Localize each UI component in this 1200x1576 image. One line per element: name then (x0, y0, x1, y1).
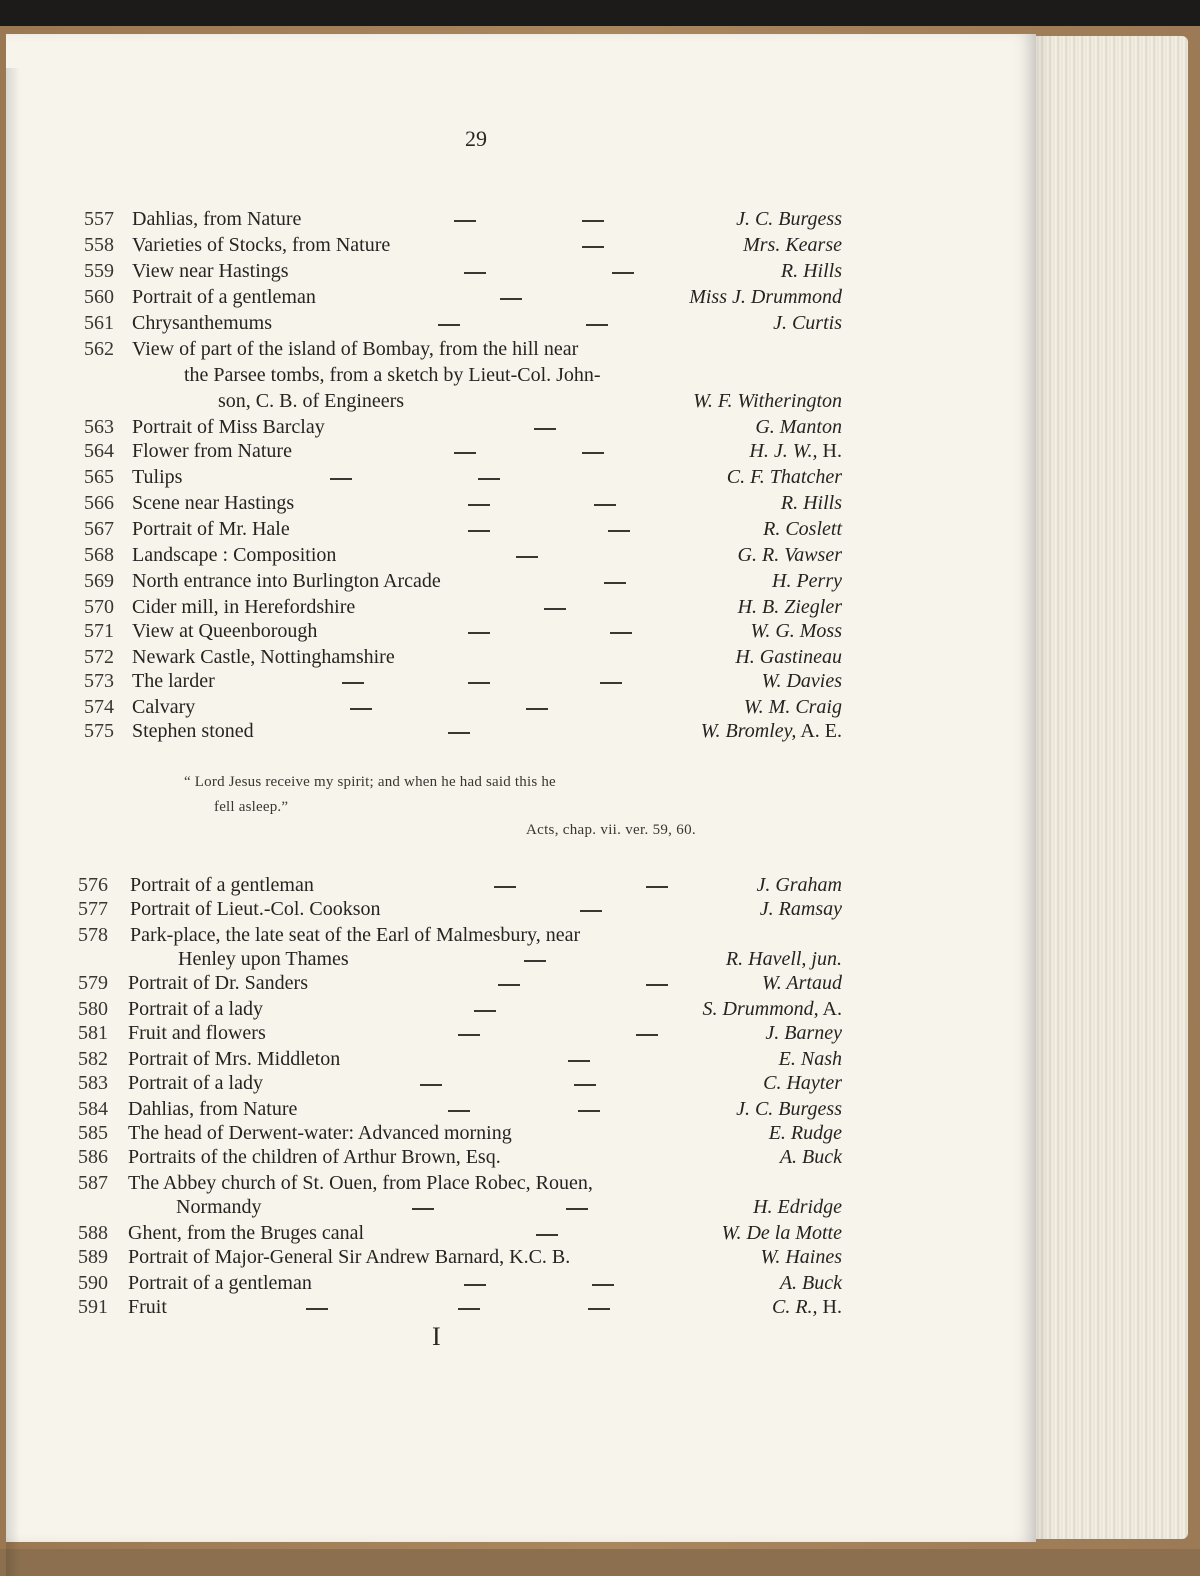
entry-number: 572 (84, 646, 114, 668)
entry-number: 574 (84, 696, 114, 718)
entry-title-continuation: the Parsee tombs, from a sketch by Lieut-Col. John- (184, 364, 601, 386)
leader-dash (498, 984, 520, 986)
entry-title: Cider mill, in Herefordshire (132, 596, 356, 618)
entry-number: 573 (84, 670, 114, 692)
entry-number: 583 (78, 1072, 108, 1094)
entry-title: Portrait of a gentleman (128, 1272, 312, 1294)
entry (6, 1270, 1036, 1296)
entry-number: 563 (84, 416, 114, 438)
entry-title: Fruit (128, 1296, 167, 1318)
leader-dash (458, 1034, 480, 1036)
entry-number: 570 (84, 596, 114, 618)
entry-number: 569 (84, 570, 114, 592)
entry-title: Portrait of Mrs. Middleton (128, 1048, 341, 1070)
entry-title: View of part of the island of Bombay, from the hill near (132, 338, 579, 360)
entry-artist: C. R., H. (771, 1296, 842, 1318)
leader-dash (536, 1234, 558, 1236)
entry (6, 996, 1036, 1022)
entry-artist: C. F. Thatcher (726, 466, 842, 488)
entry-artist: R. Hills (780, 260, 842, 282)
entry-artist: W. F. Witherington (693, 390, 842, 412)
entry-artist: J. Graham (756, 874, 842, 896)
leader-dash (646, 886, 668, 888)
entry-artist: J. Ramsay (759, 898, 842, 920)
leader-dash (458, 1308, 480, 1310)
entry-title: View near Hastings (132, 260, 289, 282)
entry-artist: E. Rudge (768, 1122, 842, 1144)
entry-artist: W. G. Moss (750, 620, 842, 642)
entry-title: Portrait of Major-General Sir Andrew Barnard, K.C. B. (128, 1246, 571, 1268)
entry-title: Newark Castle, Nottinghamshire (132, 646, 395, 668)
page-number: 29 (465, 126, 487, 151)
entry-title: View at Queenborough (132, 620, 318, 642)
entry-artist: J. C. Burgess (736, 1098, 842, 1120)
entry-title-continuation: son, C. B. of Engineers (218, 390, 405, 412)
entry (6, 1020, 1036, 1046)
entry-number: 568 (84, 544, 114, 566)
entry-number: 582 (78, 1048, 108, 1070)
leader-dash (636, 1034, 658, 1036)
entry-artist: G. Manton (755, 416, 842, 438)
entry-title: Portrait of Mr. Hale (132, 518, 290, 540)
leader-dash (412, 1208, 434, 1210)
entry-title: Portrait of a lady (128, 1072, 263, 1094)
entry-artist: W. Bromley, A. E. (700, 720, 842, 742)
entry-number: 565 (84, 466, 114, 488)
leader-dash (592, 1284, 614, 1286)
entry (6, 1070, 1036, 1096)
entry-number: 557 (84, 208, 114, 230)
leader-dash (420, 1084, 442, 1086)
entry (6, 1144, 1036, 1170)
entry-number: 588 (78, 1222, 108, 1244)
entry-number: 562 (84, 338, 114, 360)
leader-dash (524, 960, 546, 962)
entry-title: Calvary (132, 696, 196, 718)
entry-artist: J. Barney (765, 1022, 842, 1044)
page-edges (1012, 36, 1188, 1539)
leader-dash (474, 1010, 496, 1012)
entry (6, 1096, 1036, 1122)
entry-title: Fruit and flowers (128, 1022, 266, 1044)
entry-artist: H. B. Ziegler (737, 596, 842, 618)
entry-artist: W. M. Craig (743, 696, 842, 718)
entry-number: 586 (78, 1146, 108, 1168)
signature-mark: I (432, 1322, 441, 1351)
entry-title: Varieties of Stocks, from Nature (132, 234, 391, 256)
entry-number: 590 (78, 1272, 108, 1294)
entry-title: Scene near Hastings (132, 492, 295, 514)
entry-title: Tulips (132, 466, 183, 488)
entry-artist: A. Buck (779, 1272, 842, 1294)
entry-title: Portrait of a lady (128, 998, 263, 1020)
entry-title: Flower from Nature (132, 440, 292, 462)
entry-number: 584 (78, 1098, 108, 1120)
entry-number: 576 (78, 874, 108, 896)
quote-citation: Acts, chap. vii. ver. 59, 60. (526, 822, 696, 838)
entry-title-continuation: Normandy (176, 1196, 262, 1218)
entry (6, 896, 1036, 922)
leader-dash (580, 910, 602, 912)
entry (6, 970, 1036, 996)
entry-artist: J. C. Burgess (736, 208, 842, 230)
entry-title: North entrance into Burlington Arcade (132, 570, 441, 592)
entry-title: Portrait of Dr. Sanders (128, 972, 308, 994)
entries-list-continued (6, 34, 1036, 1542)
entry-title: Dahlias, from Nature (132, 208, 302, 230)
entry-artist: C. Hayter (763, 1072, 842, 1094)
entry-title: Portrait of Miss Barclay (132, 416, 325, 438)
entry-number: 581 (78, 1022, 108, 1044)
leader-dash (574, 1084, 596, 1086)
entry-number: 577 (78, 898, 108, 920)
entry-artist: W. Haines (760, 1246, 842, 1268)
entry-artist: R. Coslett (763, 518, 842, 540)
entry-artist: Miss J. Drummond (689, 286, 842, 308)
leader-dash (646, 984, 668, 986)
entry (6, 922, 1036, 948)
entry-title: The larder (132, 670, 215, 692)
entry-artist: Mrs. Kearse (743, 234, 842, 256)
entry-title: Portrait of a gentleman (132, 286, 316, 308)
entry-continuation (6, 946, 1036, 972)
leader-dash (306, 1308, 328, 1310)
entry-number: 558 (84, 234, 114, 256)
entry (6, 1294, 1036, 1320)
entry-number: 585 (78, 1122, 108, 1144)
entry-title: Park-place, the late seat of the Earl of Malmesbury, near (130, 924, 581, 946)
entry-title: The head of Derwent-water: Advanced morning (128, 1122, 512, 1144)
quote-line: “ Lord Jesus receive my spirit; and when he had said this he (184, 774, 556, 790)
entry-artist: G. R. Vawser (737, 544, 842, 566)
entry (6, 1120, 1036, 1146)
quote-line: fell asleep.” (214, 799, 289, 815)
entry-number: 591 (78, 1296, 108, 1318)
entry-title: The Abbey church of St. Ouen, from Place Robec, Rouen, (128, 1172, 593, 1194)
entry-title: Landscape : Composition (132, 544, 337, 566)
entry (6, 1046, 1036, 1072)
entry-number: 571 (84, 620, 114, 642)
leader-dash (568, 1060, 590, 1062)
entry-number: 589 (78, 1246, 108, 1268)
entry-artist: S. Drummond, A. (702, 998, 842, 1020)
entry-number: 560 (84, 286, 114, 308)
entry-artist: W. Davies (761, 670, 842, 692)
entry-title: Stephen stoned (132, 720, 254, 742)
entry-artist: J. Curtis (773, 312, 842, 334)
entry-title: Ghent, from the Bruges canal (128, 1222, 365, 1244)
entry-number: 580 (78, 998, 108, 1020)
entry-number: 575 (84, 720, 114, 742)
entry-artist: H. Perry (772, 570, 842, 592)
entry-number: 566 (84, 492, 114, 514)
entry-artist: H. Gastineau (735, 646, 842, 668)
entry-title: Dahlias, from Nature (128, 1098, 298, 1120)
entry (6, 1220, 1036, 1246)
entry-continuation (6, 1194, 1036, 1220)
entry-artist: W. Artaud (761, 972, 842, 994)
entry-number: 567 (84, 518, 114, 540)
leader-dash (588, 1308, 610, 1310)
entry-number: 578 (78, 924, 108, 946)
entry-title: Portrait of a gentleman (130, 874, 314, 896)
entry-artist: A. Buck (779, 1146, 842, 1168)
entry-artist: H. Edridge (753, 1196, 842, 1218)
entry-artist: E. Nash (778, 1048, 842, 1070)
entry (6, 1244, 1036, 1270)
entry-title: Portraits of the children of Arthur Brown, Esq. (128, 1146, 501, 1168)
entry-artist: R. Havell, jun. (725, 948, 842, 970)
entry-artist: W. De la Motte (721, 1222, 842, 1244)
entry-title: Portrait of Lieut.-Col. Cookson (130, 898, 381, 920)
entry-number: 564 (84, 440, 114, 462)
entry (6, 1170, 1036, 1196)
leader-dash (494, 886, 516, 888)
leader-dash (464, 1284, 486, 1286)
catalogue-page (6, 34, 1036, 1542)
entry-title-continuation: Henley upon Thames (178, 948, 349, 970)
leader-dash (578, 1110, 600, 1112)
entry-number: 587 (78, 1172, 108, 1194)
entry-number: 579 (78, 972, 108, 994)
entry-number: 559 (84, 260, 114, 282)
leader-dash (448, 1110, 470, 1112)
entry-artist: H. J. W., H. (749, 440, 842, 462)
leader-dash (566, 1208, 588, 1210)
entry (6, 872, 1036, 898)
entry-artist: R. Hills (780, 492, 842, 514)
entry-number: 561 (84, 312, 114, 334)
entry-title: Chrysanthemums (132, 312, 272, 334)
